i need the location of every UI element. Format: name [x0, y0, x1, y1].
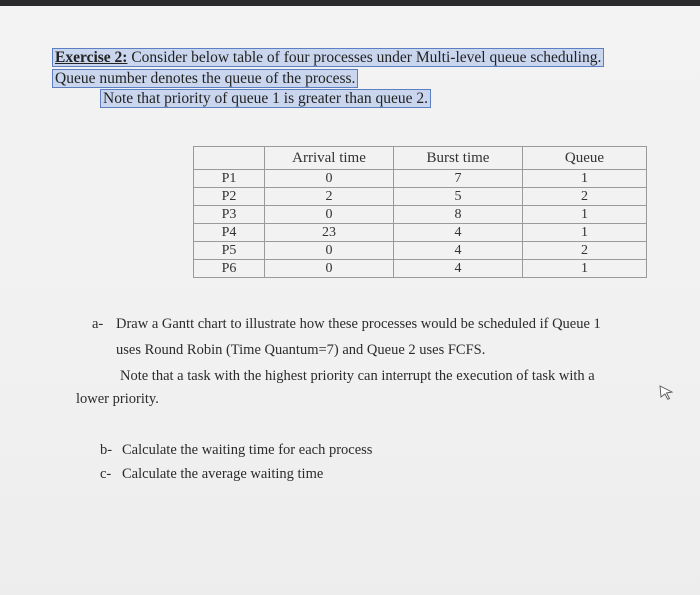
arrival-time-cell: 0: [265, 170, 394, 188]
burst-time-cell: 8: [394, 206, 523, 224]
column-header-burst-time: Burst time: [394, 147, 523, 170]
queue-cell: 1: [523, 260, 647, 278]
queue-cell: 2: [523, 242, 647, 260]
burst-time-cell: 4: [394, 242, 523, 260]
document-page: [0, 6, 700, 595]
process-id-cell: P6: [194, 260, 265, 278]
burst-time-cell: 4: [394, 224, 523, 242]
process-id-cell: P1: [194, 170, 265, 188]
table-row: [194, 188, 647, 206]
queue-number-note-text: Queue number denotes the queue of the process.: [52, 69, 358, 88]
queue-cell: 2: [523, 188, 647, 206]
priority-note-text: Note that priority of queue 1 is greater than queue 2.: [100, 89, 431, 108]
queue-number-note: [52, 70, 358, 88]
arrival-time-cell: 2: [265, 188, 394, 206]
exercise-heading-line: [52, 49, 604, 67]
process-id-cell: P2: [194, 188, 265, 206]
queue-cell: 1: [523, 170, 647, 188]
question-a-line3: Note that a task with the highest priority can interrupt the execution of task with a: [120, 368, 595, 384]
column-header-queue: Queue: [523, 147, 647, 170]
question-b-text: Calculate the waiting time for each process: [122, 442, 373, 458]
process-id-cell: P4: [194, 224, 265, 242]
table-row: [194, 206, 647, 224]
question-c-text: Calculate the average waiting time: [122, 466, 324, 482]
column-header-process: [194, 147, 265, 170]
burst-time-cell: 4: [394, 260, 523, 278]
queue-cell: 1: [523, 206, 647, 224]
arrival-time-cell: 0: [265, 242, 394, 260]
process-table: [193, 146, 647, 278]
exercise-heading-highlight: [52, 48, 604, 67]
column-header-arrival-time: Arrival time: [265, 147, 394, 170]
burst-time-cell: 5: [394, 188, 523, 206]
question-a-line1: Draw a Gantt chart to illustrate how these processes would be scheduled if Queue 1: [116, 316, 601, 332]
question-a-line4: lower priority.: [76, 391, 159, 407]
process-id-cell: P5: [194, 242, 265, 260]
question-a-label: a-: [92, 316, 104, 332]
queue-cell: 1: [523, 224, 647, 242]
table-header-row: [194, 147, 647, 170]
table-row: [194, 224, 647, 242]
exercise-intro-text: Consider below table of four processes under Multi-level queue scheduling.: [131, 49, 602, 66]
table-row: [194, 242, 647, 260]
arrival-time-cell: 0: [265, 260, 394, 278]
table-row: [194, 260, 647, 278]
priority-note: [100, 90, 431, 108]
burst-time-cell: 7: [394, 170, 523, 188]
mouse-pointer-icon: [658, 383, 676, 401]
question-a-line2: uses Round Robin (Time Quantum=7) and Queue 2 uses FCFS.: [116, 342, 486, 358]
question-c-label: c-: [100, 466, 112, 482]
arrival-time-cell: 23: [265, 224, 394, 242]
arrival-time-cell: 0: [265, 206, 394, 224]
question-b-label: b-: [100, 442, 113, 458]
process-id-cell: P3: [194, 206, 265, 224]
table-row: [194, 170, 647, 188]
exercise-label: Exercise 2:: [55, 49, 128, 66]
